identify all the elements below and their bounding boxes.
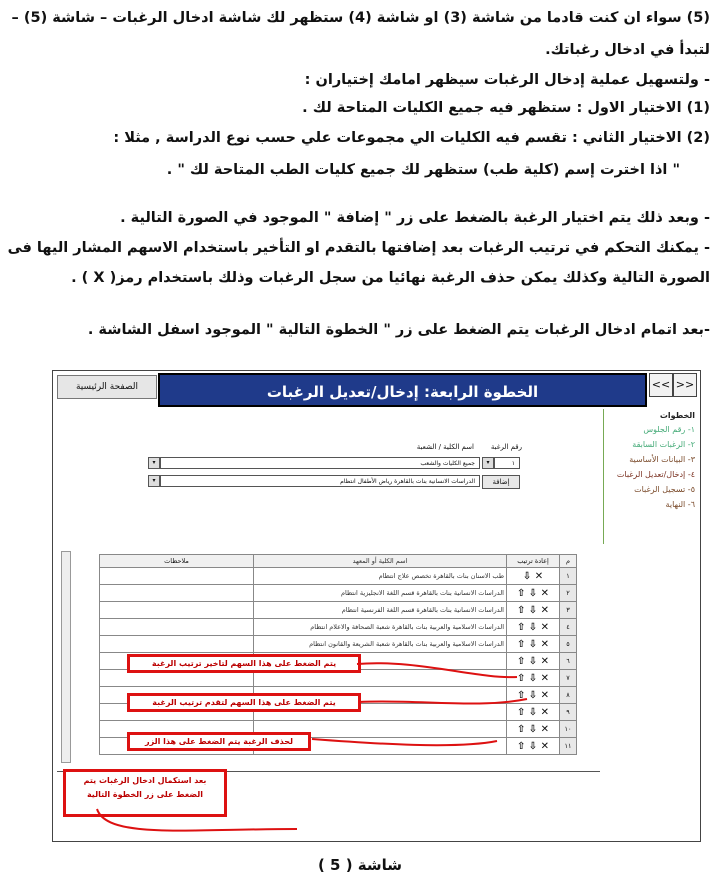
paragraph-line: " اذا اخترت إسم (كلية طب) ستظهر لك جميع كليات الطب المتاحة لك " . — [166, 162, 680, 178]
chevron-down-icon[interactable]: ▾ — [482, 457, 494, 469]
table-row — [100, 636, 577, 653]
notes-cell — [100, 636, 254, 653]
nav-forward-button[interactable]: >> — [673, 373, 697, 397]
column-header: إعادة ترتيب — [507, 555, 560, 568]
reorder-controls[interactable]: ✕ ⇩ ⇧ — [507, 585, 560, 602]
row-number: ٦ — [560, 653, 577, 670]
college-label: اسم الكلية / الشعبة — [416, 443, 474, 451]
table-row — [100, 568, 577, 585]
page-title: الخطوة الرابعة: إدخال/تعديل الرغبات — [158, 373, 647, 407]
paragraph-line: - وبعد ذلك يتم اختيار الرغبة بالضغط على زر " إضافة " الموجود في الصورة التالية . — [120, 210, 710, 226]
table-row — [100, 585, 577, 602]
row-number: ٥ — [560, 636, 577, 653]
column-header: ملاحظات — [100, 555, 254, 568]
note-line: بعد استكمال ادخال الرغبات يتم — [83, 776, 207, 785]
reorder-controls[interactable]: ✕ ⇩ ⇧ — [507, 721, 560, 738]
paragraph-line: - يمكنك التحكم في ترتيب الرغبات بعد إضافتها بالتقدم او التأخير باستخدام الاسهم المشار اليها فى — [7, 240, 710, 256]
paragraph-line: لتبدأ في ادخال رغباتك. — [545, 42, 710, 58]
step-item[interactable]: ٥- تسجيل الرغبات — [634, 485, 695, 494]
scrollbar[interactable] — [61, 551, 71, 763]
paragraph-line: -بعد اتمام ادخال الرغبات يتم الضغط على زر " الخطوة التالية " الموجود اسفل الشاشة . — [87, 322, 710, 338]
chevron-down-icon[interactable]: ▾ — [148, 475, 160, 487]
row-number: ٢ — [560, 585, 577, 602]
screenshot-screen-5 — [52, 370, 701, 842]
figure-caption: شاشة ( 5 ) — [317, 856, 403, 874]
institution-name: طب الاسنان بنات بالقاهرة تخصص علاج انتظام — [254, 568, 507, 585]
chevron-down-icon[interactable]: ▾ — [148, 457, 160, 469]
column-header: م — [560, 555, 577, 568]
paragraph-line: (2) الاختيار الثاني : تقسم فيه الكليات الي مجموعات علي حسب نوع الدراسة , مثلا : — [113, 130, 710, 146]
paragraph-line: (1) الاختيار الاول : ستظهر فيه جميع الكليات المتاحة لك . — [302, 100, 710, 116]
reorder-controls[interactable]: ✕ ⇩ — [507, 568, 560, 585]
table-row — [100, 602, 577, 619]
reorder-controls[interactable]: ✕ ⇩ ⇧ — [507, 636, 560, 653]
next-step-note — [63, 769, 227, 817]
row-number: ١ — [560, 568, 577, 585]
row-number: ٩ — [560, 704, 577, 721]
row-number: ٧ — [560, 670, 577, 687]
add-button[interactable]: إضافة — [482, 475, 520, 489]
steps-sidebar — [603, 409, 699, 544]
reorder-controls[interactable]: ✕ ⇩ ⇧ — [507, 602, 560, 619]
notes-cell — [100, 568, 254, 585]
step-item[interactable]: ٣- البيانات الأساسية — [629, 455, 695, 464]
institution-name: الدراسات الاسلامية والعربية بنات بالقاهرة شعبة الشريعة والقانون انتظام — [254, 636, 507, 653]
notes-cell — [100, 602, 254, 619]
step-item-current[interactable]: ٤- إدخال/تعديل الرغبات — [616, 470, 695, 479]
selection-area — [149, 439, 524, 503]
step-item[interactable]: ١- رقم الجلوس — [643, 425, 695, 434]
step-item[interactable]: ٦- النهاية — [665, 500, 695, 509]
note-line: الضغط على زر الخطوة التالية — [86, 790, 204, 799]
choice-number-label: رقم الرغبة — [490, 443, 522, 451]
column-header: اسم الكلية أو المعهد — [254, 555, 507, 568]
reorder-controls[interactable]: ✕ ⇩ ⇧ — [507, 653, 560, 670]
row-number: ٣ — [560, 602, 577, 619]
main-panel — [57, 409, 600, 839]
institution-name: الدراسات الاسلامية والعربية بنات بالقاهرة شعبة الصحافة والاعلام انتظام — [254, 619, 507, 636]
notes-cell — [100, 585, 254, 602]
row-number: ٤ — [560, 619, 577, 636]
reorder-controls[interactable]: ✕ ⇩ ⇧ — [507, 738, 560, 755]
notes-cell — [100, 619, 254, 636]
paragraph-line: الصورة التالية وكذلك يمكن حذف الرغبة نهائيا من سجل الرغبات وذلك باستخدام رمز( X ) . — [71, 270, 710, 286]
row-number: ٨ — [560, 687, 577, 704]
reorder-controls[interactable]: ✕ ⇩ ⇧ — [507, 687, 560, 704]
home-button[interactable]: الصفحة الرئيسية — [57, 375, 157, 399]
row-number: ١٠ — [560, 721, 577, 738]
choice-number-select[interactable]: ١ — [494, 457, 520, 469]
institution-name: الدراسات الانسانية بنات بالقاهرة قسم اللغة الفرنسية انتظام — [254, 602, 507, 619]
group-select[interactable]: جميع الكليات والشعب — [160, 457, 480, 469]
reorder-controls[interactable]: ✕ ⇩ ⇧ — [507, 704, 560, 721]
table-row — [100, 619, 577, 636]
reorder-controls[interactable]: ✕ ⇩ ⇧ — [507, 619, 560, 636]
paragraph-line: (5) سواء ان كنت قادما من شاشة (3) او شاشة (4) ستظهر لك شاشة ادخال الرغبات – شاشة (5) – — [11, 10, 710, 26]
delete-button-note: لحذف الرغبة يتم الضغط على هذا الزر — [127, 732, 311, 751]
paragraph-line: - ولتسهيل عملية إدخال الرغبات سيظهر امامك إختياران : — [304, 72, 710, 88]
reorder-controls[interactable]: ✕ ⇩ ⇧ — [507, 670, 560, 687]
row-number: ١١ — [560, 738, 577, 755]
steps-title: الخطوات — [659, 411, 695, 420]
nav-back-button[interactable]: << — [649, 373, 673, 397]
delay-arrow-note: يتم الضغط على هذا السهم لتاخير ترتيب الرغبة — [127, 654, 361, 673]
college-select[interactable]: الدراسات الانسانية بنات بالقاهرة رياض الأطفال انتظام — [160, 475, 480, 487]
institution-name: الدراسات الانسانية بنات بالقاهرة قسم اللغة الانجليزية انتظام — [254, 585, 507, 602]
advance-arrow-note: يتم الضغط على هذا السهم لتقدم ترتيب الرغبة — [127, 693, 361, 712]
step-item[interactable]: ٢- الرغبات السابقة — [632, 440, 695, 449]
